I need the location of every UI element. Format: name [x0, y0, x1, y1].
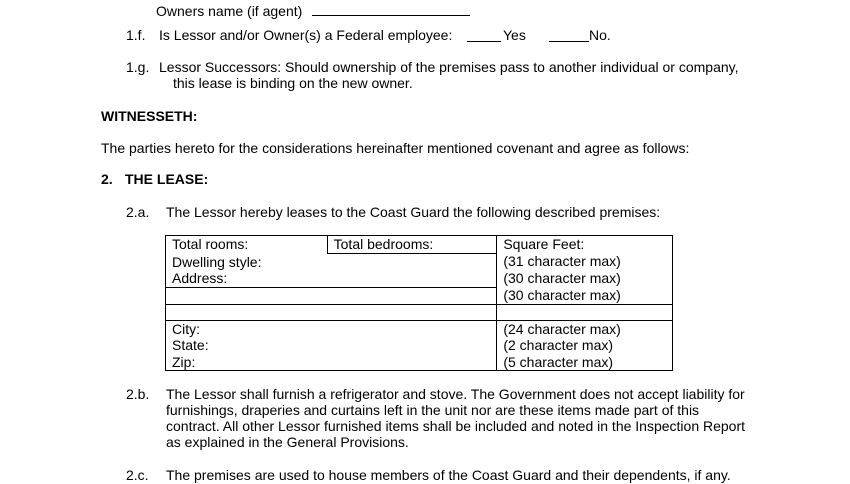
- table-row: [166, 270, 673, 287]
- address-line2-value-cell[interactable]: [497, 287, 673, 304]
- total-rooms-cell[interactable]: [166, 236, 328, 254]
- state-cell[interactable]: [166, 337, 497, 354]
- item-2a-number: 2.a.: [126, 204, 150, 220]
- dwelling-style-cell[interactable]: [166, 253, 497, 270]
- table-row: [166, 287, 673, 304]
- owners-name-field[interactable]: [312, 2, 470, 16]
- address-label: Address:: [172, 270, 228, 286]
- total-bedrooms-cell[interactable]: [327, 236, 497, 254]
- total-bedrooms-label: Total bedrooms:: [333, 236, 434, 252]
- witnesseth-heading: WITNESSETH:: [101, 108, 198, 124]
- address-line2-cell[interactable]: [166, 287, 497, 304]
- premises-table: [165, 235, 673, 371]
- city-value-cell[interactable]: [497, 320, 673, 337]
- item-2c-text: The premises are used to house members of the Coast Guard and their dependents, if any.: [166, 467, 731, 483]
- blank-spacer-cell: [497, 304, 673, 320]
- item-1g-line1: Lessor Successors: Should ownership of the premises pass to another individual or company,: [159, 59, 739, 75]
- item-2a-text: The Lessor hereby leases to the Coast Guard the following described premises:: [166, 204, 661, 220]
- item-2b-number: 2.b.: [126, 386, 150, 402]
- total-rooms-label: Total rooms:: [172, 236, 249, 252]
- square-feet-cell[interactable]: [497, 236, 673, 254]
- item-2b-line4: as explained in the General Provisions.: [166, 434, 409, 450]
- city-max-hint: (24 character max): [503, 320, 621, 337]
- table-row: [166, 253, 673, 270]
- owners-row: [156, 2, 470, 20]
- state-label: State:: [172, 337, 209, 353]
- item-1f-number: 1.f.: [126, 27, 146, 43]
- dwelling-style-label: Dwelling style:: [172, 253, 262, 270]
- table-row: [166, 337, 673, 354]
- square-feet-label: Square Feet:: [503, 236, 585, 252]
- zip-value-cell[interactable]: [497, 354, 673, 371]
- table-row: [166, 236, 673, 254]
- item-1f-text: Is Lessor and/or Owner(s) a Federal employee:: [159, 27, 453, 43]
- address-line2-max-hint: (30 character max): [503, 287, 621, 303]
- federal-employee-yes-field[interactable]: [467, 27, 501, 42]
- zip-max-hint: (5 character max): [503, 353, 614, 370]
- blank-spacer-cell: [166, 304, 497, 320]
- table-row: [166, 320, 673, 337]
- section-2-number: 2.: [101, 171, 113, 187]
- state-max-hint: (2 character max): [503, 337, 614, 353]
- zip-cell[interactable]: [166, 354, 497, 371]
- city-cell[interactable]: [166, 320, 497, 337]
- table-row: [166, 354, 673, 371]
- address-line1-value-cell[interactable]: [497, 270, 673, 287]
- yes-label: Yes: [503, 27, 526, 43]
- item-1g-line2: this lease is binding on the new owner.: [173, 75, 413, 91]
- owners-label: Owners name (if agent): [156, 3, 303, 19]
- dwelling-style-max-hint: (31 character max): [503, 253, 621, 269]
- item-2c-number: 2.c.: [126, 467, 149, 483]
- item-2b-line3: contract. All other Lessor furnished items shall be included and noted in the Inspection Report: [166, 418, 746, 434]
- item-2b-line2: furnishings, draperies and curtains left in the unit nor are these items made part of this: [166, 402, 700, 418]
- parties-sentence: The parties hereto for the considerations hereinafter mentioned covenant and agree as follows:: [101, 140, 690, 156]
- state-value-cell[interactable]: [497, 337, 673, 354]
- section-2-title: THE LEASE:: [125, 171, 209, 187]
- city-label: City:: [172, 320, 200, 337]
- zip-label: Zip:: [172, 353, 196, 370]
- address-line1-max-hint: (30 character max): [503, 270, 621, 286]
- table-row: [166, 304, 673, 320]
- item-2b-line1: The Lessor shall furnish a refrigerator and stove. The Government does not accept liability for: [166, 386, 745, 402]
- federal-employee-no-field[interactable]: [549, 27, 589, 42]
- item-1g-number: 1.g.: [126, 59, 150, 75]
- no-label: No.: [589, 27, 611, 43]
- address-cell[interactable]: [166, 270, 497, 287]
- dwelling-style-value-cell[interactable]: [497, 253, 673, 270]
